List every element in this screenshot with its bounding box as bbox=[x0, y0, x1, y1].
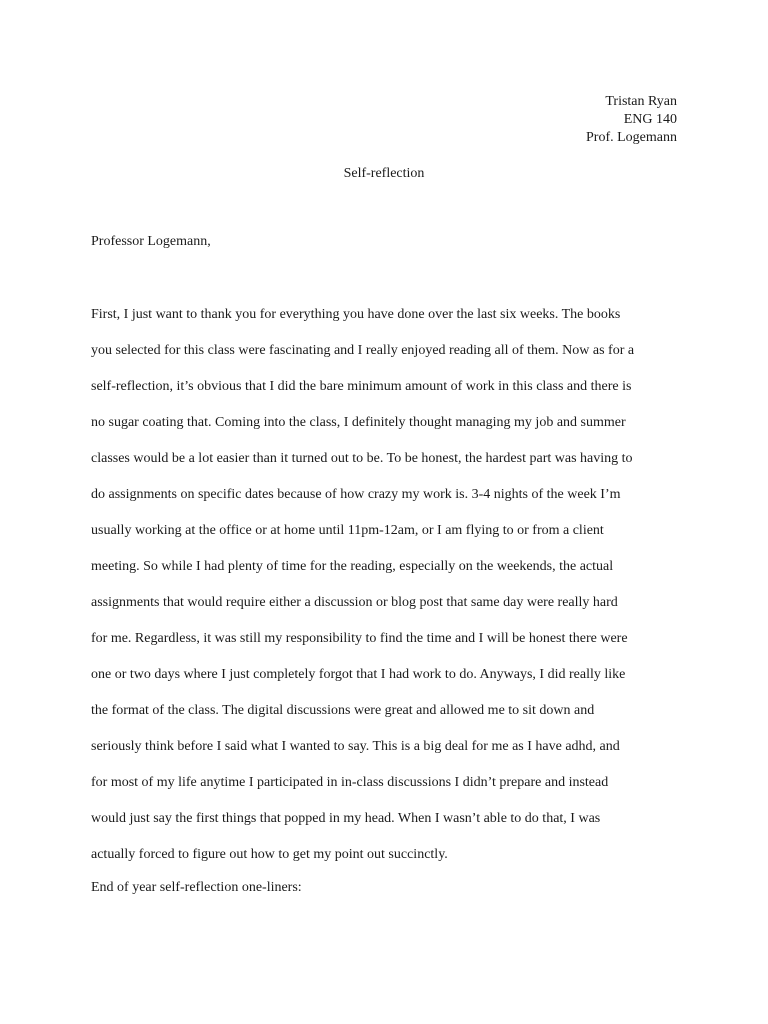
body-line: assignments that would require either a discussion or blog post that same day were really hard bbox=[91, 595, 618, 610]
body-line: would just say the first things that popped in my head. When I wasn’t able to do that, I was bbox=[91, 811, 601, 826]
body-line: do assignments on specific dates because of how crazy my work is. 3-4 nights of the week I’m bbox=[91, 487, 621, 502]
body-line: meeting. So while I had plenty of time for the reading, especially on the weekends, the actual bbox=[91, 559, 614, 574]
document-title: Self-reflection bbox=[343, 166, 425, 181]
body-line: one or two days where I just completely forgot that I had work to do. Anyways, I did really like bbox=[91, 667, 626, 682]
body-paragraph bbox=[91, 306, 691, 882]
body-line: no sugar coating that. Coming into the class, I definitely thought managing my job and summer bbox=[91, 415, 626, 430]
body-line: for most of my life anytime I participated in in-class discussions I didn’t prepare and instead bbox=[91, 775, 609, 790]
body-line: for me. Regardless, it was still my responsibility to find the time and I will be honest there were bbox=[91, 631, 628, 646]
closing-heading: End of year self-reflection one-liners: bbox=[91, 880, 302, 895]
body-line: actually forced to figure out how to get my point out succinctly. bbox=[91, 847, 448, 862]
course-code: ENG 140 bbox=[623, 112, 677, 127]
author-header bbox=[586, 93, 677, 147]
body-line: the format of the class. The digital discussions were great and allowed me to sit down and bbox=[91, 703, 595, 718]
salutation: Professor Logemann, bbox=[91, 234, 211, 249]
body-line: seriously think before I said what I wanted to say. This is a big deal for me as I have adhd, and bbox=[91, 739, 620, 754]
body-line: you selected for this class were fascinating and I really enjoyed reading all of them. Now as for a bbox=[91, 343, 635, 358]
professor-name: Prof. Logemann bbox=[586, 130, 677, 145]
body-line: usually working at the office or at home until 11pm-12am, or I am flying to or from a client bbox=[91, 523, 604, 538]
body-line: classes would be a lot easier than it turned out to be. To be honest, the hardest part was having to bbox=[91, 451, 633, 466]
body-line: First, I just want to thank you for everything you have done over the last six weeks. The books bbox=[91, 307, 621, 322]
body-line: self-reflection, it’s obvious that I did the bare minimum amount of work in this class and there is bbox=[91, 379, 632, 394]
author-name: Tristan Ryan bbox=[605, 94, 677, 109]
